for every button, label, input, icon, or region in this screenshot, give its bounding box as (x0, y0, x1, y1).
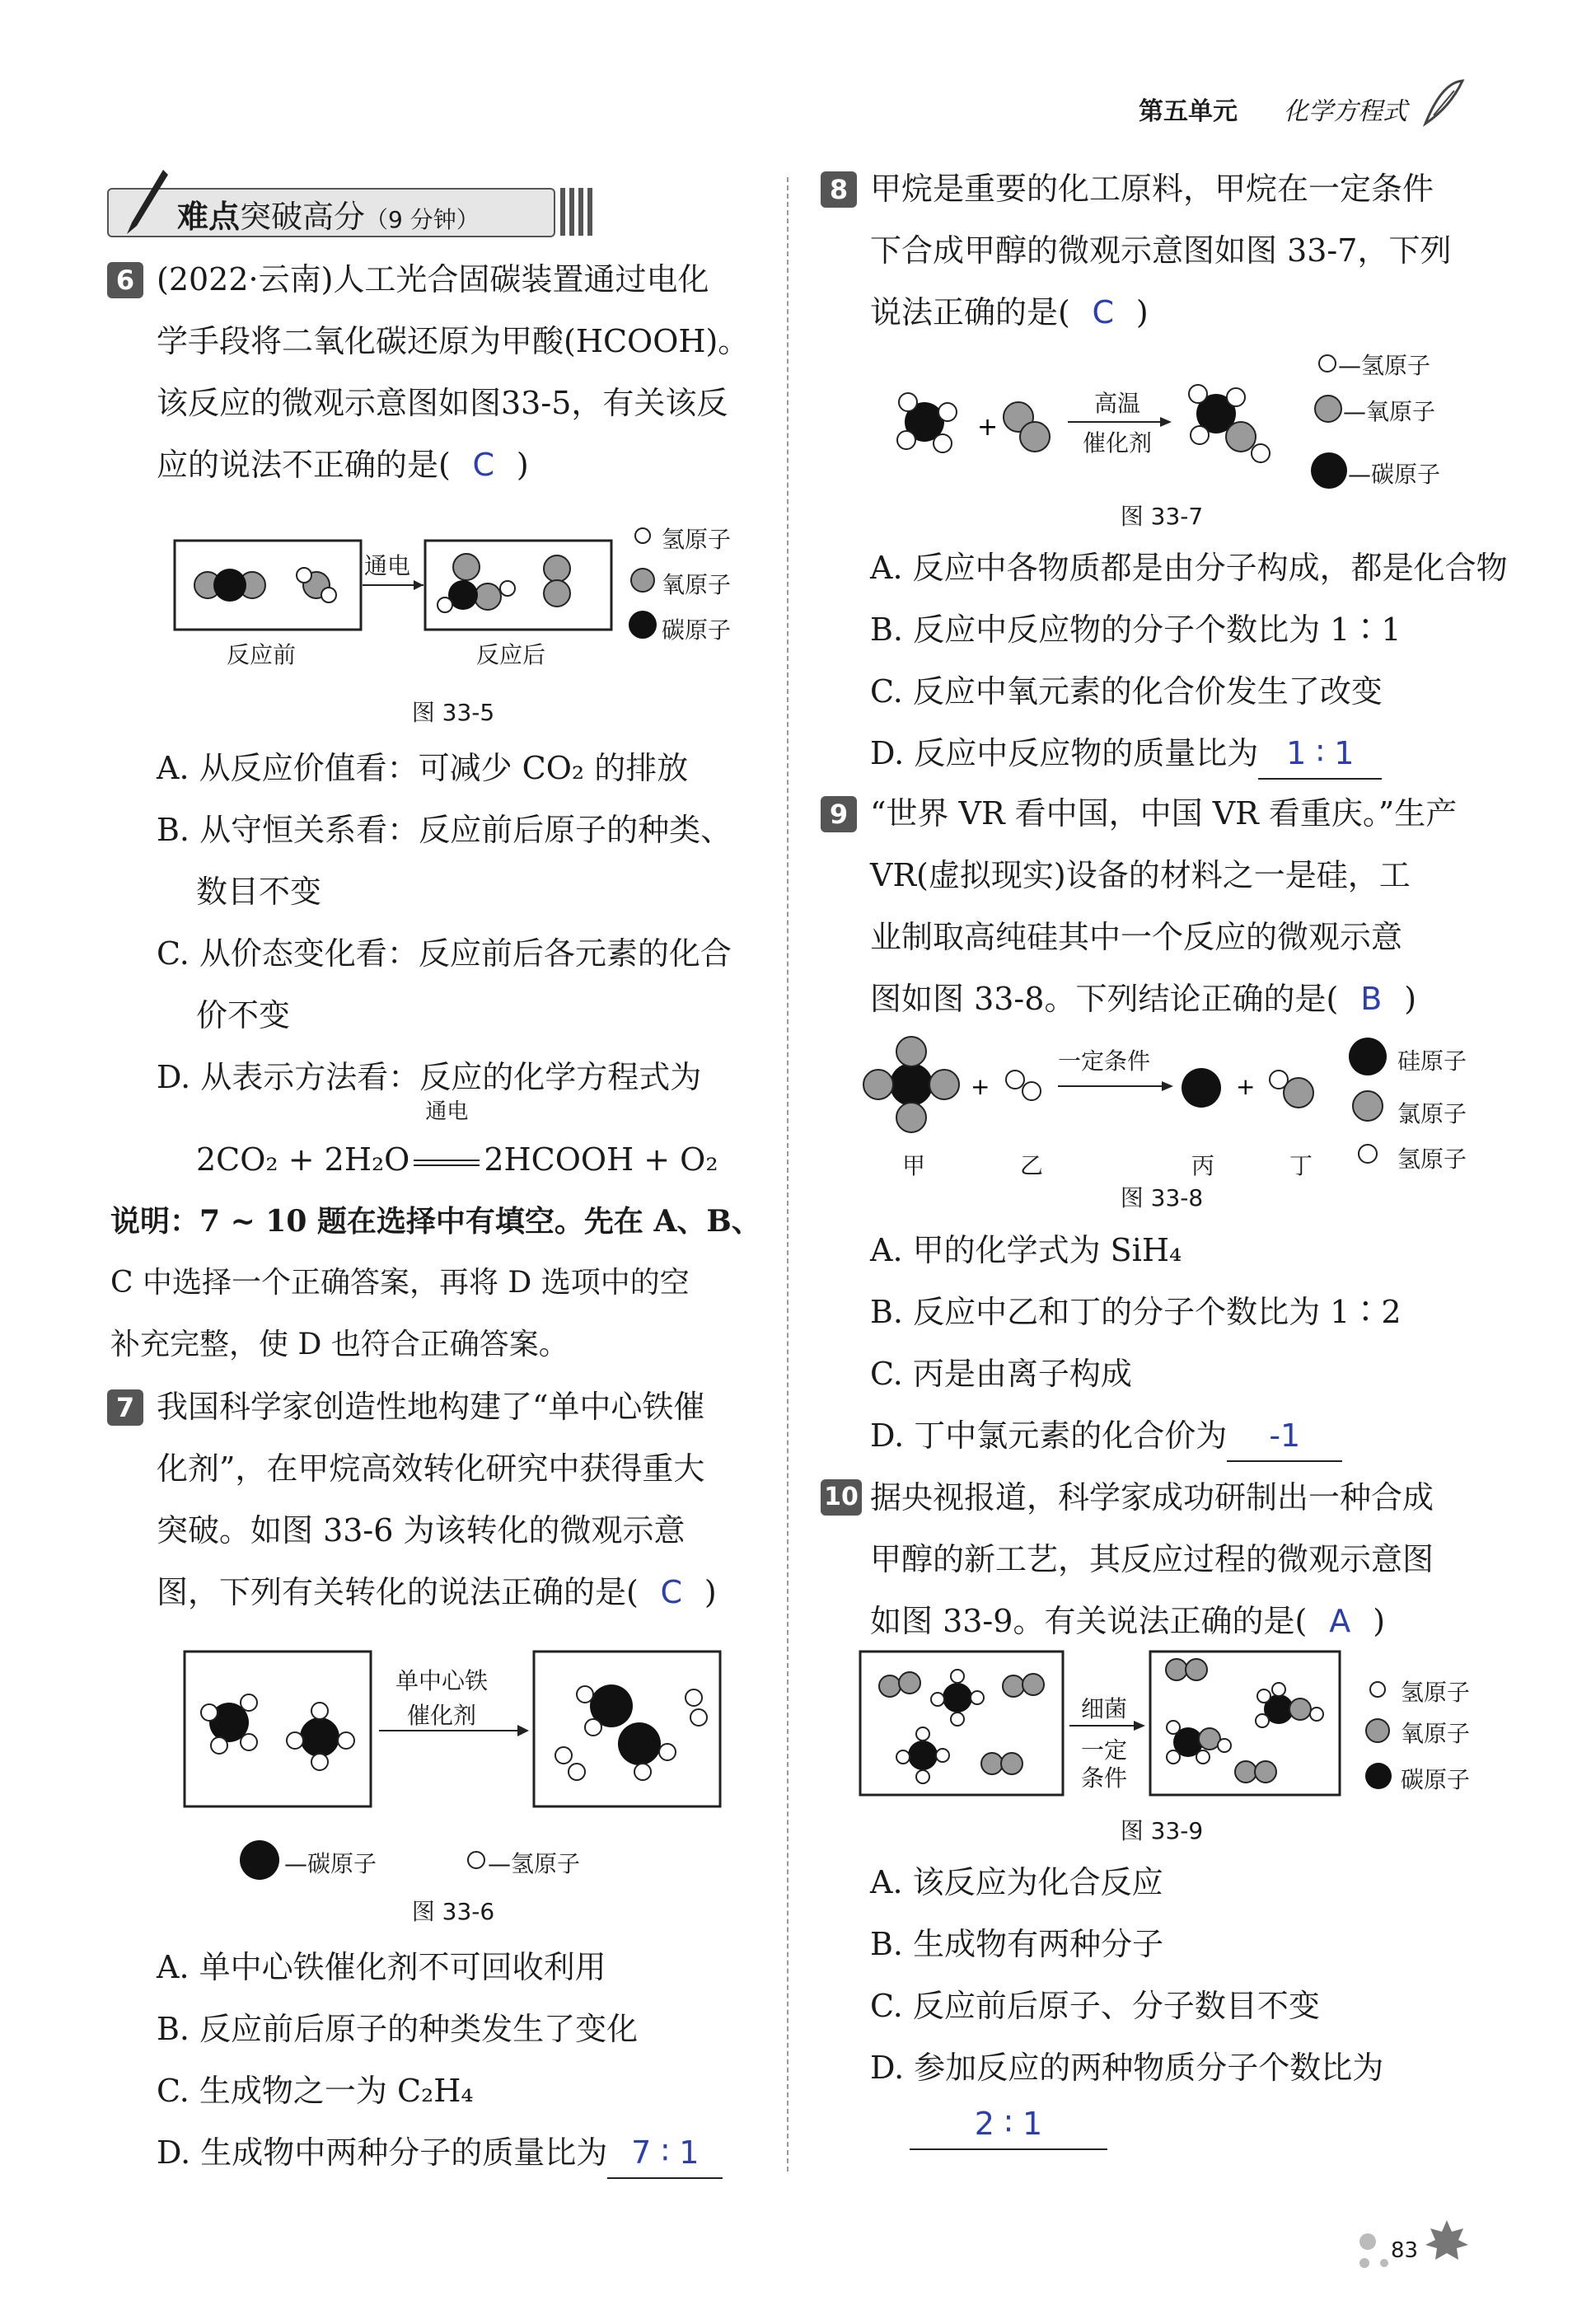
note-line-3: 补充完整，使 D 也符合正确答案。 (110, 1328, 569, 1361)
q9-option-a: A. 甲的化学式为 SiH₄ (870, 1232, 1182, 1268)
q9-line-4: 图如图 33-8。下列结论正确的是( B ) (870, 968, 1416, 1029)
fig5-after: 反应后 (476, 641, 546, 668)
fig6-legend-carbon-icon (239, 1839, 280, 1881)
svg-text:+: + (977, 413, 999, 442)
q8-answer: C (1092, 294, 1115, 330)
q7-d-answer: 7 ∶ 1 (607, 2128, 723, 2179)
header-unit: 第五单元 (1139, 97, 1238, 126)
q10-line-3: 如图 33-9。有关说法正确的是( A ) (870, 1591, 1385, 1652)
q6-option-b-2: 数目不变 (196, 874, 322, 910)
q7-number: 7 (107, 1389, 143, 1426)
fig8-legend-cl-icon (1351, 1089, 1384, 1122)
fig7-legend-h-icon (1317, 353, 1338, 374)
fig9-cond-3: 条件 (1081, 1764, 1128, 1792)
q8-line-2: 下合成甲醇的微观示意图如图 33-7，下列 (870, 232, 1452, 269)
q9-line-3: 业制取高纯硅其中一个反应的微观示意 (870, 919, 1403, 955)
q8-line-1: 甲烷是重要的化工原料，甲烷在一定条件 (870, 171, 1434, 207)
q10-option-b: B. 生成物有两种分子 (870, 1926, 1164, 1962)
section-title-bold: 难点 (177, 199, 241, 235)
q7-line-2: 化剂”，在甲烷高效转化研究中获得重大 (157, 1450, 705, 1487)
q9-option-d: D. 丁中氯元素的化合价为 -1 (870, 1405, 1342, 1466)
fig7-cond-2: 催化剂 (1083, 429, 1153, 457)
fig8-cond: 一定条件 (1058, 1047, 1151, 1075)
fig6-legend-h: —氢原子 (488, 1850, 581, 1877)
q8-d-answer: 1 ∶ 1 (1258, 729, 1382, 780)
q9-option-c: C. 丙是由离子构成 (870, 1356, 1132, 1392)
q10-d-answer: 2 ∶ 1 (910, 2099, 1107, 2150)
note-line-2: C 中选择一个正确答案，再将 D 选项中的空 (110, 1266, 690, 1300)
q6-option-c-2: 价不变 (196, 997, 291, 1033)
q8-option-b: B. 反应中反应物的分子个数比为 1∶1 (870, 611, 1402, 648)
fig8-name-yi: 乙 (1020, 1152, 1044, 1179)
fig9-legend-h-icon (1368, 1680, 1387, 1699)
column-divider (787, 177, 788, 2172)
q8-line-3: 说法正确的是( C ) (870, 282, 1149, 343)
q9-line-2: VR(虚拟现实)设备的材料之一是硅，工 (870, 857, 1411, 893)
q7-line-1: 我国科学家创造性地构建了“单中心铁催 (157, 1389, 705, 1425)
page-number: 83 (1391, 2238, 1419, 2263)
fig7-legend-c-icon (1310, 452, 1348, 490)
fig9-cond-2: 一定 (1081, 1736, 1128, 1764)
fig9-cond-1: 细菌 (1081, 1695, 1128, 1722)
fig5-legend-c: 碳原子 (662, 616, 732, 644)
fig9-legend-o: 氧原子 (1401, 1720, 1471, 1747)
fig8-legend-cl: 氯原子 (1397, 1100, 1467, 1127)
fig6-arrow-label-2: 催化剂 (407, 1702, 477, 1729)
q6-line-1: (2022·云南)人工光合固碳装置通过电化 (157, 261, 709, 298)
note-line-1: 说明：7 ~ 10 题在选择中有填空。先在 A、B、 (110, 1204, 761, 1239)
fig7-caption: 图 33-7 (1120, 503, 1204, 530)
q10-line-1: 据央视报道，科学家成功研制出一种合成 (870, 1479, 1434, 1516)
fig8-legend-si-icon (1348, 1037, 1387, 1076)
q7-option-d: D. 生成物中两种分子的质量比为 7 ∶ 1 (157, 2122, 723, 2183)
fig6-caption: 图 33-6 (411, 1898, 495, 1925)
fig6-arrow-label-1: 单中心铁 (395, 1667, 489, 1694)
q8-number: 8 (821, 171, 857, 208)
header-topic: 化学方程式 (1284, 97, 1407, 126)
q6-option-b-1: B. 从守恒关系看：反应前后原子的种类、 (157, 812, 732, 848)
fig8-name-jia: 甲 (902, 1152, 926, 1179)
fig6-legend-hydrogen-icon (466, 1849, 487, 1871)
fig7-legend-h: —氢原子 (1338, 352, 1431, 379)
q9-line-1: “世界 VR 看中国，中国 VR 看重庆。”生产 (870, 795, 1458, 832)
q7-option-b: B. 反应前后原子的种类发生了变化 (157, 2011, 639, 2047)
fig5-arrow-label: 通电 (364, 552, 411, 579)
q7-line-4: 图，下列有关转化的说法正确的是( C ) (157, 1562, 717, 1623)
fig9-legend-c-icon (1364, 1762, 1392, 1790)
q7-answer: C (660, 1574, 683, 1610)
q10-option-c: C. 反应前后原子、分子数目不变 (870, 1988, 1320, 2024)
fig7-legend-o: —氧原子 (1343, 398, 1436, 425)
fig9-legend-c: 碳原子 (1401, 1766, 1471, 1793)
q7-option-a: A. 单中心铁催化剂不可回收利用 (157, 1949, 606, 1985)
fig7-cond-1: 高温 (1094, 390, 1141, 417)
fig8-name-ding: 丁 (1289, 1152, 1313, 1179)
q6-option-d-1: D. 从表示方法看：反应的化学方程式为 (157, 1059, 702, 1095)
q6-line-3: 该反应的微观示意图如图33-5，有关该反 (157, 385, 728, 421)
q7-line-3: 突破。如图 33-6 为该转化的微观示意 (157, 1512, 686, 1549)
svg-text:+: + (1236, 1073, 1256, 1100)
q8-option-a: A. 反应中各物质都是由分子构成，都是化合物 (870, 550, 1508, 586)
fig8-legend-si: 硅原子 (1397, 1047, 1467, 1075)
q6-option-c-1: C. 从价态变化看：反应前后各元素的化合 (157, 935, 732, 972)
fig8-caption: 图 33-8 (1120, 1184, 1204, 1211)
svg-text:+: + (971, 1073, 990, 1100)
q8-option-d: D. 反应中反应物的质量比为 1 ∶ 1 (870, 723, 1382, 784)
fig7-legend-o-icon (1313, 394, 1343, 424)
fig5-legend-h: 氢原子 (662, 526, 732, 553)
pen-icon (115, 165, 173, 239)
q10-d-answer-line (910, 2093, 1107, 2154)
q10-line-2: 甲醇的新工艺，其反应过程的微观示意图 (870, 1541, 1434, 1577)
q8-option-c: C. 反应中氧元素的化合价发生了改变 (870, 673, 1383, 710)
fig7-legend-c: —碳原子 (1348, 461, 1441, 488)
q10-option-d: D. 参加反应的两种物质分子个数比为 (870, 2050, 1384, 2086)
banner-stripes (560, 188, 597, 236)
q10-option-a: A. 该反应为化合反应 (870, 1864, 1163, 1900)
section-time: （9 分钟） (365, 206, 480, 233)
q7-option-c: C. 生成物之一为 C₂H₄ (157, 2073, 474, 2109)
fig5-before: 反应前 (227, 641, 297, 668)
fig5-legend-o: 氧原子 (662, 571, 732, 598)
q9-d-answer: -1 (1227, 1411, 1342, 1462)
q6-answer: C (472, 447, 495, 483)
fig6-legend-c: —碳原子 (284, 1850, 377, 1877)
q6-equation: 2CO₂ + 2H₂O 通电 2HCOOH + O₂ (196, 1099, 718, 1178)
q10-answer: A (1329, 1603, 1351, 1639)
section-title-rest: 突破高分 (240, 199, 366, 235)
fig5-caption: 图 33-5 (411, 699, 495, 726)
fig9-legend-h: 氢原子 (1401, 1679, 1471, 1706)
q9-option-b: B. 反应中乙和丁的分子个数比为 1∶2 (870, 1294, 1402, 1330)
q6-line-2: 学手段将二氧化碳还原为甲酸(HCOOH)。 (157, 323, 750, 359)
q6-number: 6 (107, 262, 143, 298)
q9-answer: B (1360, 981, 1383, 1017)
fig8-legend-h: 氢原子 (1397, 1146, 1467, 1173)
fig8-name-bing: 丙 (1191, 1152, 1215, 1179)
q6-option-a: A. 从反应价值看：可减少 CO₂ 的排放 (157, 750, 689, 786)
fig8-legend-h-icon (1356, 1142, 1379, 1165)
fig9-legend-o-icon (1364, 1717, 1391, 1744)
maple-leaf-icon (1422, 2217, 1472, 2266)
leaf-decoration-icon (1417, 74, 1467, 132)
q6-line-4: 应的说法不正确的是( C ) (157, 434, 529, 495)
q10-number: 10 (821, 1479, 862, 1516)
q9-number: 9 (821, 796, 857, 832)
fig9-caption: 图 33-9 (1120, 1817, 1204, 1844)
